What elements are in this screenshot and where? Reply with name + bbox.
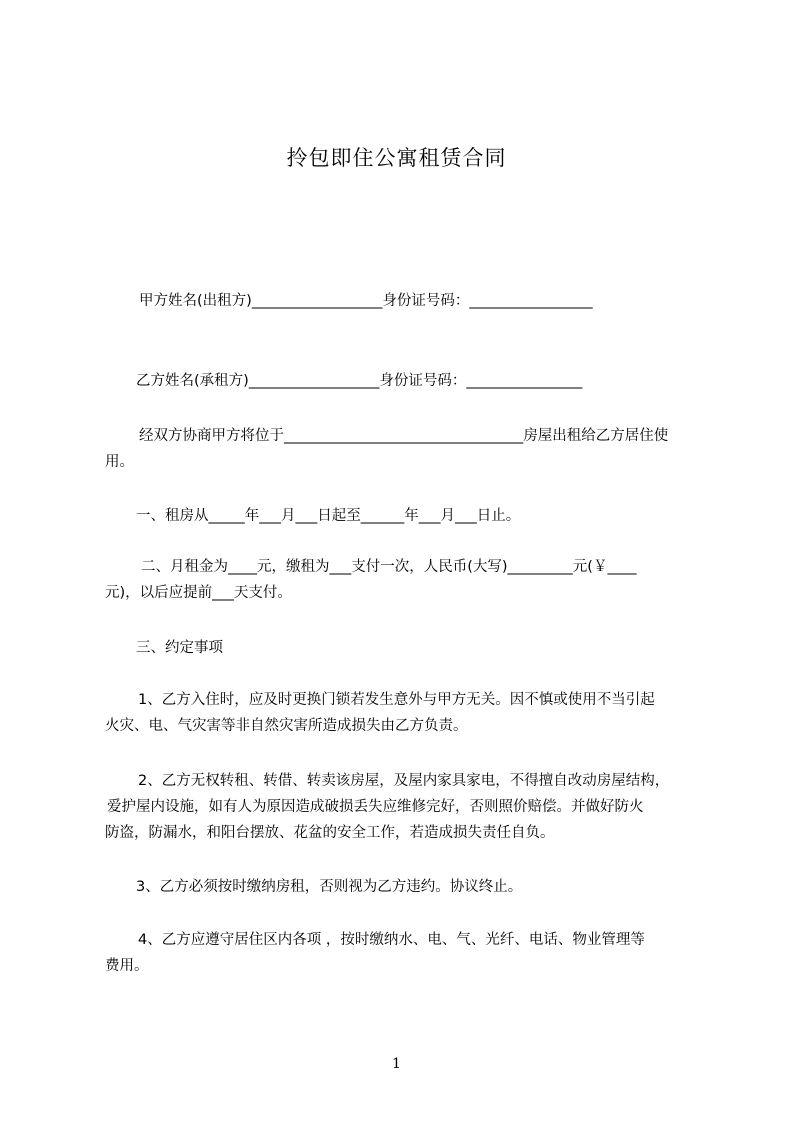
- item-1-line-2: 火灾、电、气灾害等非自然灾害所造成损失由乙方负责。: [105, 718, 468, 734]
- item-3-line: 3、乙方必须按时缴纳房租，否则视为乙方违约。协议终止。: [136, 879, 523, 895]
- party-a-line: 甲方姓名(出租方)__________________身份证号码：_________________: [139, 293, 593, 309]
- item-2-line-1: 2、乙方无权转租、转借、转卖该房屋，及屋内家具家电，不得擅自改动房屋结构，: [138, 773, 670, 789]
- page-number: 1: [392, 1056, 401, 1072]
- clause-3-heading: 三、约定事项: [136, 640, 223, 656]
- intro-line-1: 经双方协商甲方将位于_________________________________房屋出租给乙方居住使: [139, 428, 669, 444]
- item-1-line-1: 1、乙方入住时，应及时更换门锁若发生意外与甲方无关。因不慎或使用不当引起: [138, 692, 655, 708]
- contract-title: 拎包即住公寓租赁合同: [286, 146, 507, 170]
- party-b-line: 乙方姓名(承租方)__________________身份证号码：________________: [136, 373, 583, 389]
- item-4-line-1: 4、乙方应遵守居住区内各项 ，按时缴纳水、电、气、光纤、电话、物业管理等: [138, 932, 645, 948]
- clause-2-line-1: 二、月租金为____元，缴租为___支付一次，人民币(大写)_________元(￥____: [141, 559, 637, 575]
- intro-line-2: 用。: [105, 454, 134, 470]
- item-2-line-3: 防盗，防漏水，和阳台摆放、花盆的安全工作，若造成损失责任自负。: [105, 825, 555, 841]
- clause-1-rental-period: 一、租房从_____年___月___日起至______年___月___日止。: [136, 508, 521, 524]
- item-2-line-2: 爱护屋内设施，如有人为原因造成破损丢失应维修完好，否则照价赔偿。并做好防火: [107, 799, 644, 815]
- item-4-line-2: 费用。: [105, 958, 149, 974]
- clause-2-line-2: 元)，以后应提前___天支付。: [105, 585, 292, 601]
